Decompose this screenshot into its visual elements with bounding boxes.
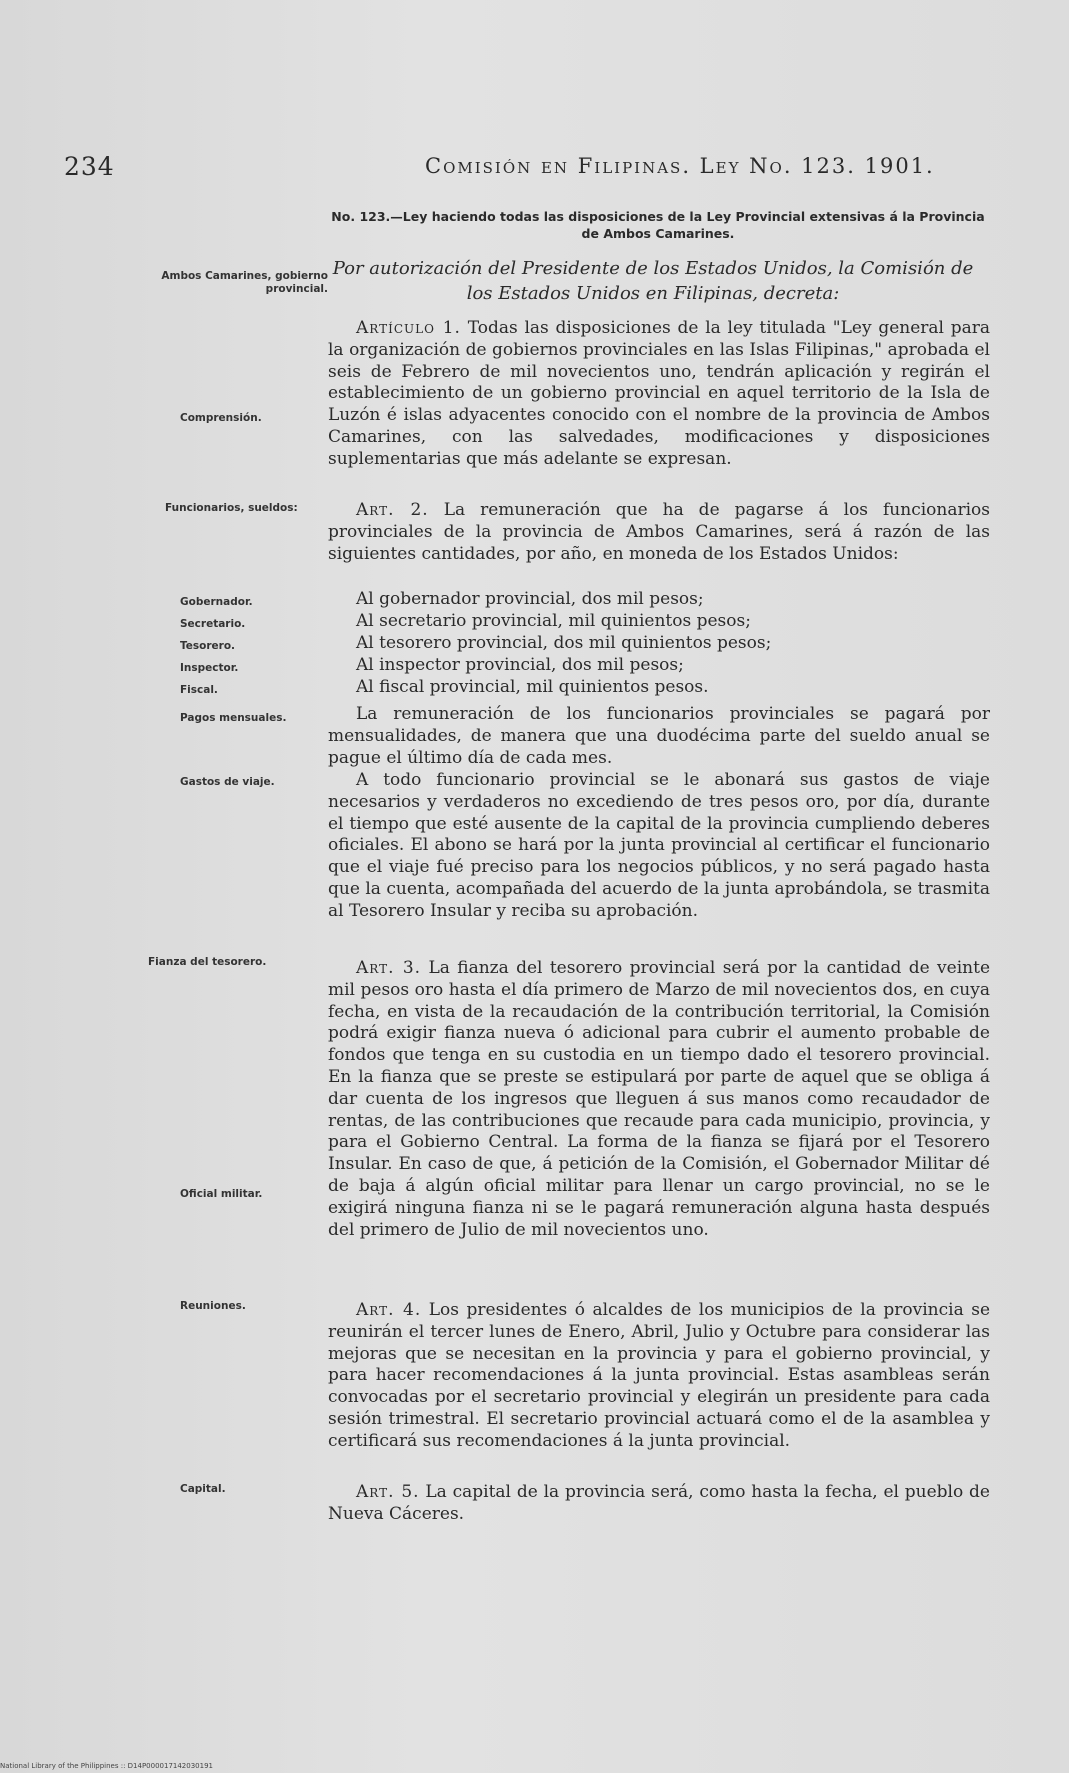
article-4-label: Art. 4. — [356, 1300, 422, 1320]
margin-note-fianza: Fianza del tesorero. — [148, 956, 267, 968]
article-3-text: La fianza del tesorero provincial será por la cantidad de veinte mil pesos oro hasta el día primero de Marzo de mil novecientos dos, en cuya fecha, en vista de la recaudación de la contribución territorial, la Comisión podrá exigir fianza nueva ó adicional para cubrir el aumento probable de fondos que tenga en su custodia en un tiempo dado el tesorero provincial. En la fianza que se preste se estipulará por parte de aquel que se obliga á dar cuenta de los ingresos que lleguen á sus manos como recaudador de rentas, de las contribuciones que recaude para cada municipio, provincia, y para el Gobierno Central. La forma de la fianza se fijará por el Tesorero Insular. En caso de que, á petición de la Comisión, el Gobernador Militar dé de baja á algún oficial militar para llenar un cargo provincial, no se le exigirá ninguna fianza ni se le pagará remuneración alguna hasta después del primero de Julio de mil novecientos uno. — [328, 958, 990, 1240]
article-5-text: La capital de la provincia será, como hasta la fecha, el pueblo de Nueva Cáceres. — [328, 1482, 990, 1524]
article-5 — [328, 1482, 990, 1526]
article-3 — [328, 958, 990, 1241]
margin-note-secretario: Secretario. — [180, 618, 246, 630]
margin-note-tesorero: Tesorero. — [180, 640, 236, 652]
scan-footer: National Library of the Philippines :: D14P000017142030191 — [0, 1762, 213, 1770]
article-2-text: La remuneración que ha de pagarse á los funcionarios provinciales de la provincia de Ambos Camarines, será á razón de las siguientes cantidades, por año, en moneda de los Estados Unidos: — [328, 500, 990, 564]
law-title: No. 123.—Ley haciendo todas las disposiciones de la Ley Provincial extensivas á la Provincia de Ambos Camarines. — [331, 209, 985, 241]
article-2-label: Art. 2. — [356, 500, 429, 520]
running-head: Comisión en Filipinas. Ley No. 123. 1901. — [425, 154, 935, 178]
salary-line: Al tesorero provincial, dos mil quinientos pesos; — [356, 633, 772, 653]
article-1-text: Todas las disposiciones de la ley titulada "Ley general para la organización de gobiernos provinciales en las Islas Filipinas," aprobada el seis de Febrero de mil novecientos uno, tendrán aplicación y regirán el establecimiento de un gobierno provincial en aquel territorio de la Isla de Luzón é islas adyacentes conocido con el nombre de la provincia de Ambos Camarines, con las salvedades, modificaciones y disposiciones suplementarias que más adelante se expresan. — [328, 318, 991, 469]
margin-note-capital: Capital. — [180, 1483, 226, 1495]
page-number: 234 — [64, 152, 115, 181]
page-header — [0, 152, 1069, 182]
article-5-label: Art. 5. — [356, 1482, 420, 1502]
margin-note-gobernador: Gobernador. — [180, 596, 253, 608]
margin-note-fiscal: Fiscal. — [180, 684, 218, 696]
margin-note-ambos: Ambos Camarines, gobierno provincial. — [161, 270, 328, 295]
margin-note-comprension: Comprensión. — [180, 412, 262, 424]
margin-note-reuniones: Reuniones. — [180, 1300, 246, 1312]
margin-note-gastos: Gastos de viaje. — [180, 776, 275, 788]
article-4 — [328, 1300, 990, 1453]
salary-line: Al gobernador provincial, dos mil pesos; — [356, 589, 704, 609]
article-4-text: Los presidentes ó alcaldes de los municipios de la provincia se reunirán el tercer lunes de Enero, Abril, Julio y Octubre para considerar las mejoras que se necesitan en la provincia y para el gobierno provincial, y para hacer recomendaciones á la junta provincial. Estas asambleas serán convocadas por el secretario provincial y elegirán un presidente para cada sesión trimestral. El secretario provincial actuará como el de la asamblea y certificará sus recomendaciones á la junta provincial. — [328, 1300, 991, 1451]
margin-note-pagos: Pagos mensuales. — [180, 712, 287, 724]
article-1-label: Artículo 1. — [356, 318, 461, 338]
margin-note-oficial: Oficial militar. — [180, 1188, 263, 1200]
article-2 — [328, 500, 990, 565]
margin-note-inspector: Inspector. — [180, 662, 239, 674]
article-1 — [328, 318, 990, 471]
salary-line: Al secretario provincial, mil quinientos pesos; — [356, 611, 751, 631]
gastos-paragraph: A todo funcionario provincial se le abonará sus gastos de viaje necesarios y verdaderos no excediendo de tres pesos oro, por día, durante el tiempo que esté ausente de la capital de la provincia cumpliendo deberes oficiales. El abono se hará por la junta provincial al certificar el funcionario que el viaje fué preciso para los negocios públicos, y no será pagado hasta que la cuenta, acompañada del acuerdo de la junta aprobándola, se trasmita al Tesorero Insular y reciba su aprobación. — [328, 770, 990, 921]
article-3-label: Art. 3. — [356, 958, 422, 978]
enacting-clause: Por autorización del Presidente de los Estados Unidos, la Comisión de los Estados Unidos en Filipinas, decreta: — [332, 258, 974, 304]
salary-line: Al fiscal provincial, mil quinientos pesos. — [356, 677, 709, 697]
salary-line: Al inspector provincial, dos mil pesos; — [356, 655, 684, 675]
margin-note-funcionarios: Funcionarios, sueldos: — [165, 502, 298, 514]
pagos-paragraph: La remuneración de los funcionarios provinciales se pagará por mensualidades, de manera que una duodécima parte del sueldo anual se pague el último día de cada mes. — [328, 704, 990, 768]
